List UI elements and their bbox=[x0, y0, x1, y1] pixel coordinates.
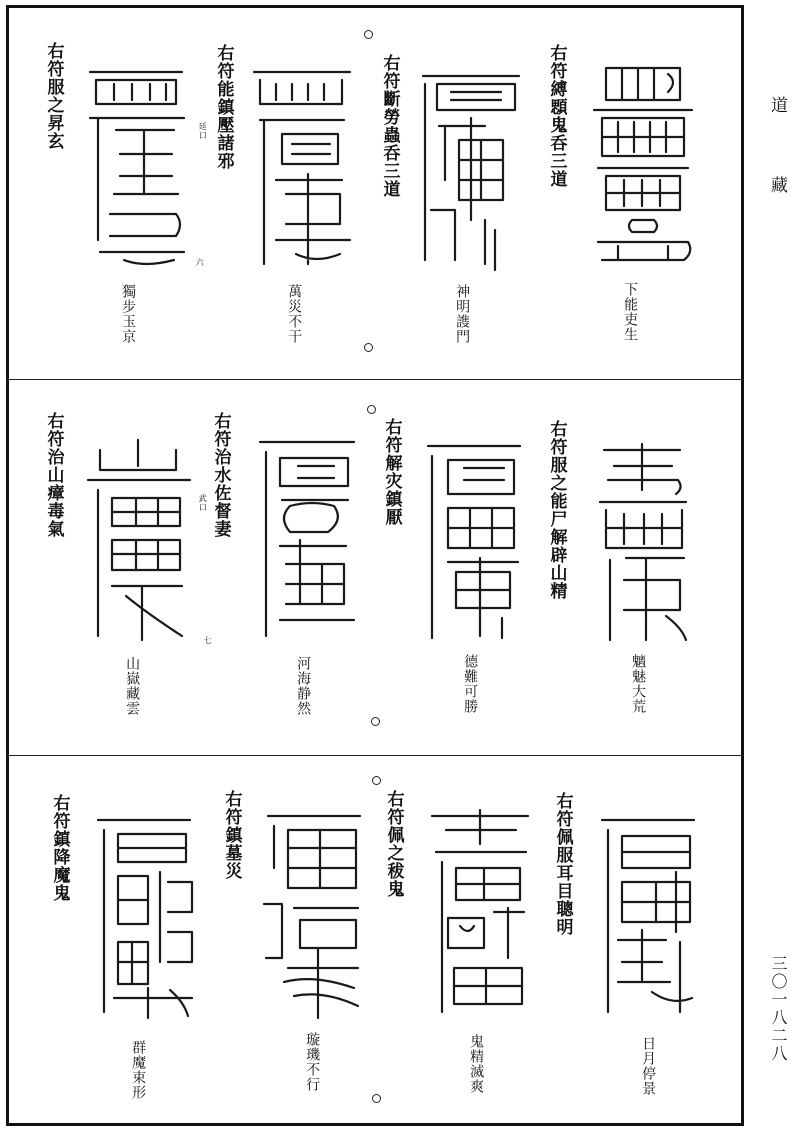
collection-title-top: 道 bbox=[767, 96, 787, 117]
talisman-caption: 右符佩之秡鬼 bbox=[383, 790, 404, 898]
talisman-motto: 下能吏生 bbox=[622, 282, 639, 342]
talisman-motto: 神明謢門 bbox=[454, 284, 471, 344]
talisman-caption: 右符解灾鎮厭 bbox=[381, 418, 402, 526]
binding-hole bbox=[364, 343, 373, 352]
talisman-glyph bbox=[415, 70, 525, 270]
talisman-caption: 右符鎮降魔鬼 bbox=[49, 794, 70, 902]
talisman-motto: 萬災不干 bbox=[286, 284, 303, 344]
talisman-glyph bbox=[80, 64, 192, 270]
talisman-caption: 右符能鎮壓諸邪 bbox=[213, 44, 234, 170]
talisman-motto: 獨步玉京 bbox=[120, 284, 137, 344]
talisman-note: 六 bbox=[195, 258, 205, 267]
talisman-caption: 右符縛顋鬼呑三道 bbox=[546, 44, 567, 188]
talisman-motto: 德難可勝 bbox=[462, 654, 479, 714]
panel-divider bbox=[6, 755, 744, 756]
talisman-glyph bbox=[258, 808, 370, 1022]
talisman-note: 廷口 bbox=[198, 122, 208, 140]
talisman-caption: 右符鎮墓災 bbox=[221, 790, 242, 880]
talisman-glyph bbox=[82, 436, 196, 646]
talisman-glyph bbox=[586, 440, 698, 646]
panel-divider bbox=[6, 379, 744, 380]
collection-title-mid: 藏 bbox=[767, 176, 787, 197]
talisman-glyph bbox=[246, 64, 356, 270]
talisman-glyph bbox=[418, 438, 530, 644]
binding-hole bbox=[364, 30, 373, 39]
talisman-note: 武口 bbox=[198, 494, 208, 512]
talisman-motto: 魑魅大荒 bbox=[630, 654, 647, 714]
page-number: 三〇一八二八 bbox=[769, 955, 788, 1063]
binding-hole bbox=[367, 405, 376, 414]
talisman-motto: 鬼精滅爽 bbox=[468, 1034, 485, 1094]
talisman-motto: 河海静然 bbox=[295, 656, 312, 716]
talisman-motto: 璇璣不行 bbox=[304, 1032, 321, 1092]
talisman-motto: 山嶽藏雲 bbox=[124, 656, 141, 716]
talisman-glyph bbox=[250, 434, 362, 644]
binding-hole bbox=[371, 717, 380, 726]
talisman-glyph bbox=[424, 808, 536, 1022]
binding-hole bbox=[372, 776, 381, 785]
talisman-glyph bbox=[592, 812, 704, 1024]
talisman-note: 七 bbox=[203, 636, 213, 645]
talisman-caption: 右符服之能尸解辟山精 bbox=[546, 420, 567, 600]
talisman-caption: 右符服之昇玄 bbox=[43, 42, 64, 150]
talisman-caption: 右符治山瘴毒氣 bbox=[43, 412, 64, 538]
talisman-motto: 日月停景 bbox=[640, 1036, 657, 1096]
binding-hole bbox=[372, 1094, 381, 1103]
talisman-caption: 右符斷勞蟲呑三道 bbox=[379, 54, 400, 198]
talisman-caption: 右符治水佐督妻 bbox=[210, 412, 231, 538]
talisman-glyph bbox=[88, 812, 200, 1024]
talisman-caption: 右符佩服耳目聰明 bbox=[552, 792, 573, 936]
talisman-glyph bbox=[588, 60, 698, 270]
talisman-motto: 群魔束形 bbox=[130, 1040, 147, 1100]
